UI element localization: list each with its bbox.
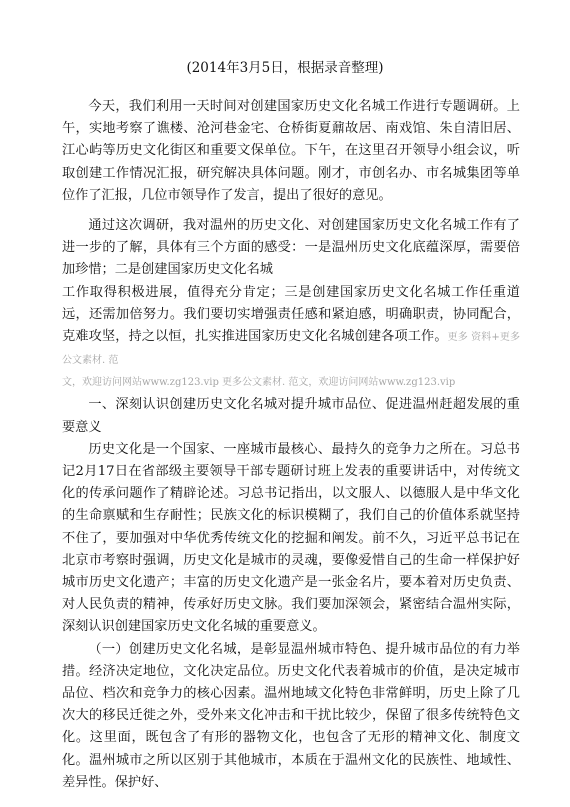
paragraph-subsection-1: （一）创建历史文化名城，是彰显温州城市特色、提升城市品位的有力举措。经济决定地位，文化决定品位。历史文化代表着城市的价值，是决定城市品位、档次和竞争力的核心因素。温州地域文化特色非常鲜明，历史上除了几次大的移民迁徙之外，受外来文化冲击和干扰比较少，保留了很多传统特色文化。这里面，既包含了有形的器物文化，也包含了无形的精神文化、制度文化。温州城市之所以区别于其他城市，本质在于温州文化的民族性、地域性、差异性。保护好、 (62, 641, 520, 790)
paragraph-impressions-text: 工作取得积极进展，值得充分肯定；三是创建国家历史文化名城工作任重道远，还需加倍努力。我们要切实增强责任感和紧迫感，明确职责，协同配合，克难攻坚，持之以恒，扎实推进国家历史文化名城创建各项工作。 (62, 284, 520, 345)
paragraph-impressions-part1: 通过这次调研，我对温州的历史文化、对创建国家历史文化名城工作有了进一步的了解，具体有三个方面的感受：一是温州历史文化底蕴深厚，需要倍加珍惜；二是创建国家历史文化名城 (62, 218, 520, 278)
paragraph-history-culture: 历史文化是一个国家、一座城市最核心、最持久的竞争力之所在。习总书记2月17日在省部级主要领导干部专题研讨班上发表的重要讲话中，对传统文化的传承问题作了精辟论述。习总书记指出，以文服人、以德服人是中华文化的生命禀赋和生存耐性；民族文化的标识模糊了，我们自己的价值体系就坚持不住了，要加强对中华优秀传统文化的挖掘和阐发。前不久，习近平总书记在北京市考察时强调，历史文化是城市的灵魂，要像爱惜自己的生命一样保护好城市历史文化遗产；丰富的历史文化遗产是一张金名片，要本着对历史负责、对人民负责的精神，传承好历史文脉。我们要加深领会，紧密结合温州实际，深刻认识创建国家历史文化名城的重要意义。 (62, 441, 520, 635)
promo-inline-text: 更多 资料+更多公文素材. 范 (62, 332, 521, 367)
paragraph-intro: 今天，我们利用一天时间对创建国家历史文化名城工作进行专题调研。上午，实地考察了谯楼、沧河巷金宅、仓桥街夏鼐故居、南戏馆、朱自清旧居、江心屿等历史文化街区和重要文保单位。下午，在这里召开领导小组会议，听取创建工作情况汇报，研究解决具体问题。刚才，市创名办、市名城集团等单位作了汇报，几位市领导作了发言，提出了很好的意见。 (62, 99, 520, 203)
document-body (62, 96, 520, 794)
promo-line-text: 文，欢迎访问网站www.zg123.vip 更多公文素材. 范文，欢迎访问网站www.zg123.vip (62, 377, 456, 389)
section-heading-1: 一、深刻认识创建历史文化名城对提升城市品位、促进温州赶超发展的重要意义 (62, 397, 520, 435)
paragraph-impressions-part2 (62, 282, 520, 373)
paragraph-spacer (62, 207, 520, 215)
document-subtitle: (2014年3月5日，根据录音整理) (186, 60, 384, 76)
